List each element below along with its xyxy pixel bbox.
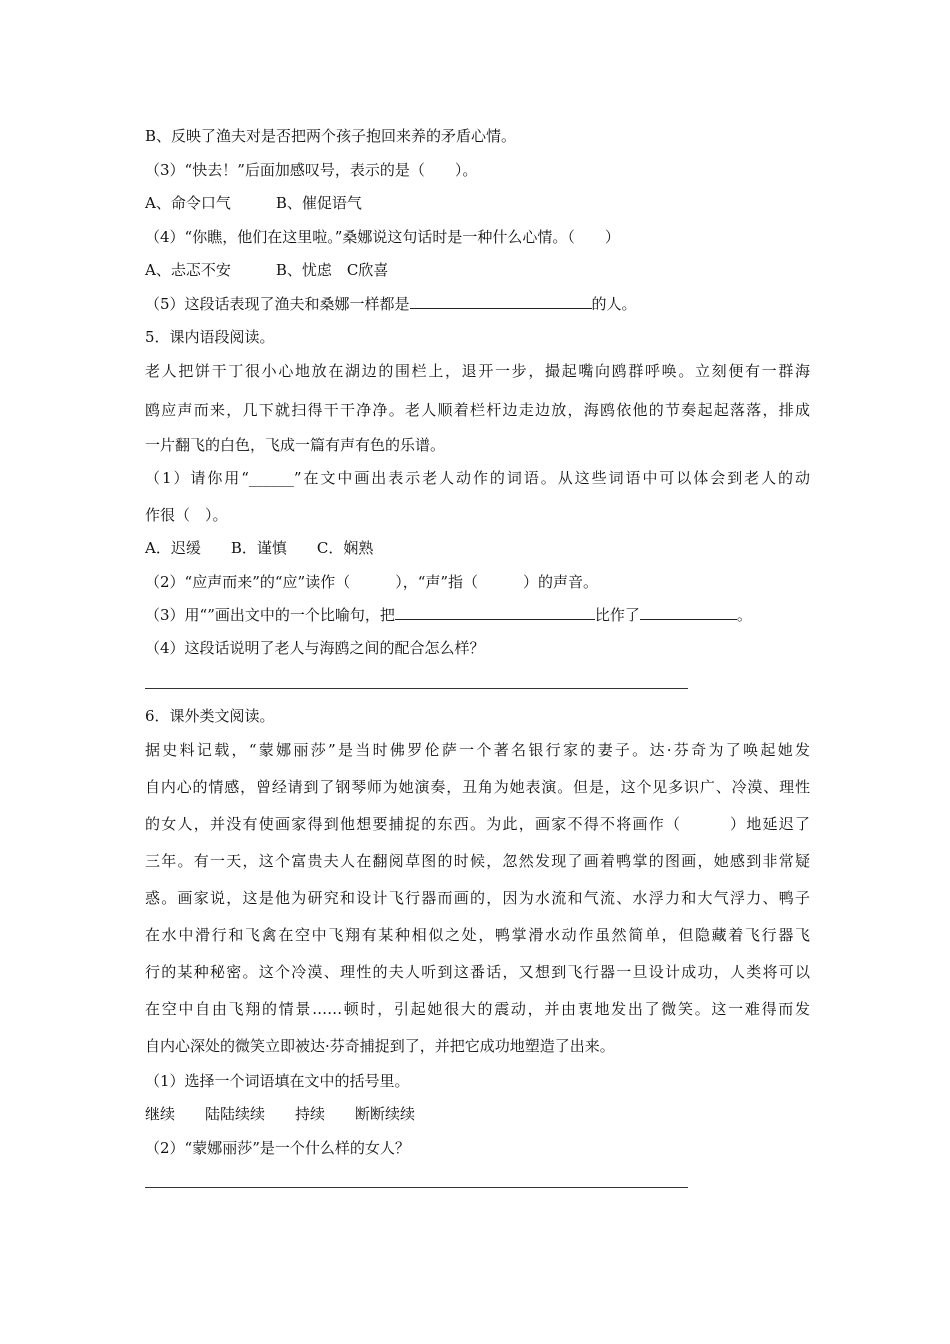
- s4-question-3: （3）“快去！”后面加感叹号，表示的是（ ）。: [145, 161, 478, 179]
- s4-q5-text-before: （5）这段话表现了渔夫和桑娜一样都是: [145, 295, 410, 313]
- s6-passage-line-5: 惑。画家说，这是他为研究和设计飞行器而画的，因为水流和气流、水浮力和大气浮力、鸭子: [145, 889, 810, 907]
- s6-passage-line-6: 在水中滑行和飞禽在空中飞翔有某种相似之处，鸭掌滑水动作虽然简单，但隐藏着飞行器飞: [145, 926, 810, 944]
- s6-question-1: （1）选择一个词语填在文中的括号里。: [145, 1072, 410, 1090]
- s5-question-2: （2）“应声而来”的“应”读作（ ），“声”指（ ）的声音。: [145, 573, 599, 591]
- s5-q3-blank-2[interactable]: [640, 605, 737, 620]
- s6-passage-line-3: 的女人，并没有使画家得到他想要捕捉的东西。为此，画家不得不将画作（ ）地延迟了: [145, 815, 810, 833]
- s6-passage-line-8: 在空中自由飞翔的情景……顿时，引起她很大的震动，并由衷地发出了微笑。这一难得而发: [145, 1000, 810, 1018]
- s6-passage-line-7: 行的某种秘密。这个冷漠、理性的夫人听到这番话，又想到飞行器一旦设计成功，人类将可以: [145, 963, 810, 981]
- s5-passage-line-3: 一片翻飞的白色，飞成一篇有声有色的乐谱。: [145, 436, 446, 454]
- s6-q2-answer-line[interactable]: [145, 1187, 688, 1188]
- s5-question-4: （4）这段话说明了老人与海鸥之间的配合怎么样？: [145, 639, 485, 657]
- s6-passage-line-4: 三年。有一天，这个富贵夫人在翻阅草图的时候，忽然发现了画着鸭掌的图画，她感到非常疑: [145, 852, 810, 870]
- s6-question-2: （2）“蒙娜丽莎”是一个什么样的女人？: [145, 1139, 410, 1157]
- s4-option-b: B、反映了渔夫对是否把两个孩子抱回来养的矛盾心情。: [145, 127, 517, 145]
- s6-q1-word-choices: 继续 陆陆续续 持续 断断续续: [145, 1105, 416, 1123]
- s6-heading: 6．课外类文阅读。: [145, 707, 275, 725]
- s5-q1-line-2: 作很（ ）。: [145, 506, 228, 524]
- s5-q3-blank-1[interactable]: [395, 605, 595, 620]
- s4-q4-options: A、忐忑不安 B、忧虑 C欣喜: [145, 261, 389, 279]
- s5-passage-line-2: 鸥应声而来，几下就扫得干干净净。老人顺着栏杆边走边放，海鸥依他的节奏起起落落，排成: [145, 401, 810, 419]
- s5-passage-line-1: 老人把饼干丁很小心地放在湖边的围栏上，退开一步，撮起嘴向鸥群呼唤。立刻便有一群海: [145, 362, 810, 380]
- s6-passage-line-9: 自内心深处的微笑立即被达·芬奇捕捉到了，并把它成功地塑造了出来。: [145, 1037, 615, 1055]
- s6-passage-line-2: 自内心的情感，曾经请到了钢琴师为她演奏，丑角为她表演。但是，这个见多识广、冷漠、理性: [145, 778, 810, 796]
- s4-q3-options: A、命令口气 B、催促语气: [145, 194, 362, 212]
- s5-q1-line-1: （1）请你用“______”在文中画出表示老人动作的词语。从这些词语中可以体会到老人的动: [145, 469, 810, 487]
- s5-q4-answer-line[interactable]: [145, 688, 688, 689]
- s5-heading: 5．课内语段阅读。: [145, 328, 275, 346]
- s4-question-5: [145, 294, 810, 314]
- s5-q3-text-1: （3）用“”画出文中的一个比喻句，把: [145, 606, 395, 624]
- s6-passage-line-1: 据史料记载，“蒙娜丽莎”是当时佛罗伦萨一个著名银行家的妻子。达·芬奇为了唤起她发: [145, 741, 810, 759]
- s5-q3-text-3: 。: [736, 606, 752, 624]
- s5-q1-options: A．迟缓 B．谨慎 C．娴熟: [145, 539, 374, 557]
- s4-q5-answer-blank[interactable]: [410, 294, 592, 309]
- s4-question-4: （4）“你瞧，他们在这里啦。”桑娜说这句话时是一种什么心情。（ ）: [145, 228, 620, 246]
- s5-question-3: [145, 605, 810, 625]
- s4-q5-text-after: 的人。: [591, 295, 637, 313]
- s5-q3-text-2: 比作了: [594, 606, 640, 624]
